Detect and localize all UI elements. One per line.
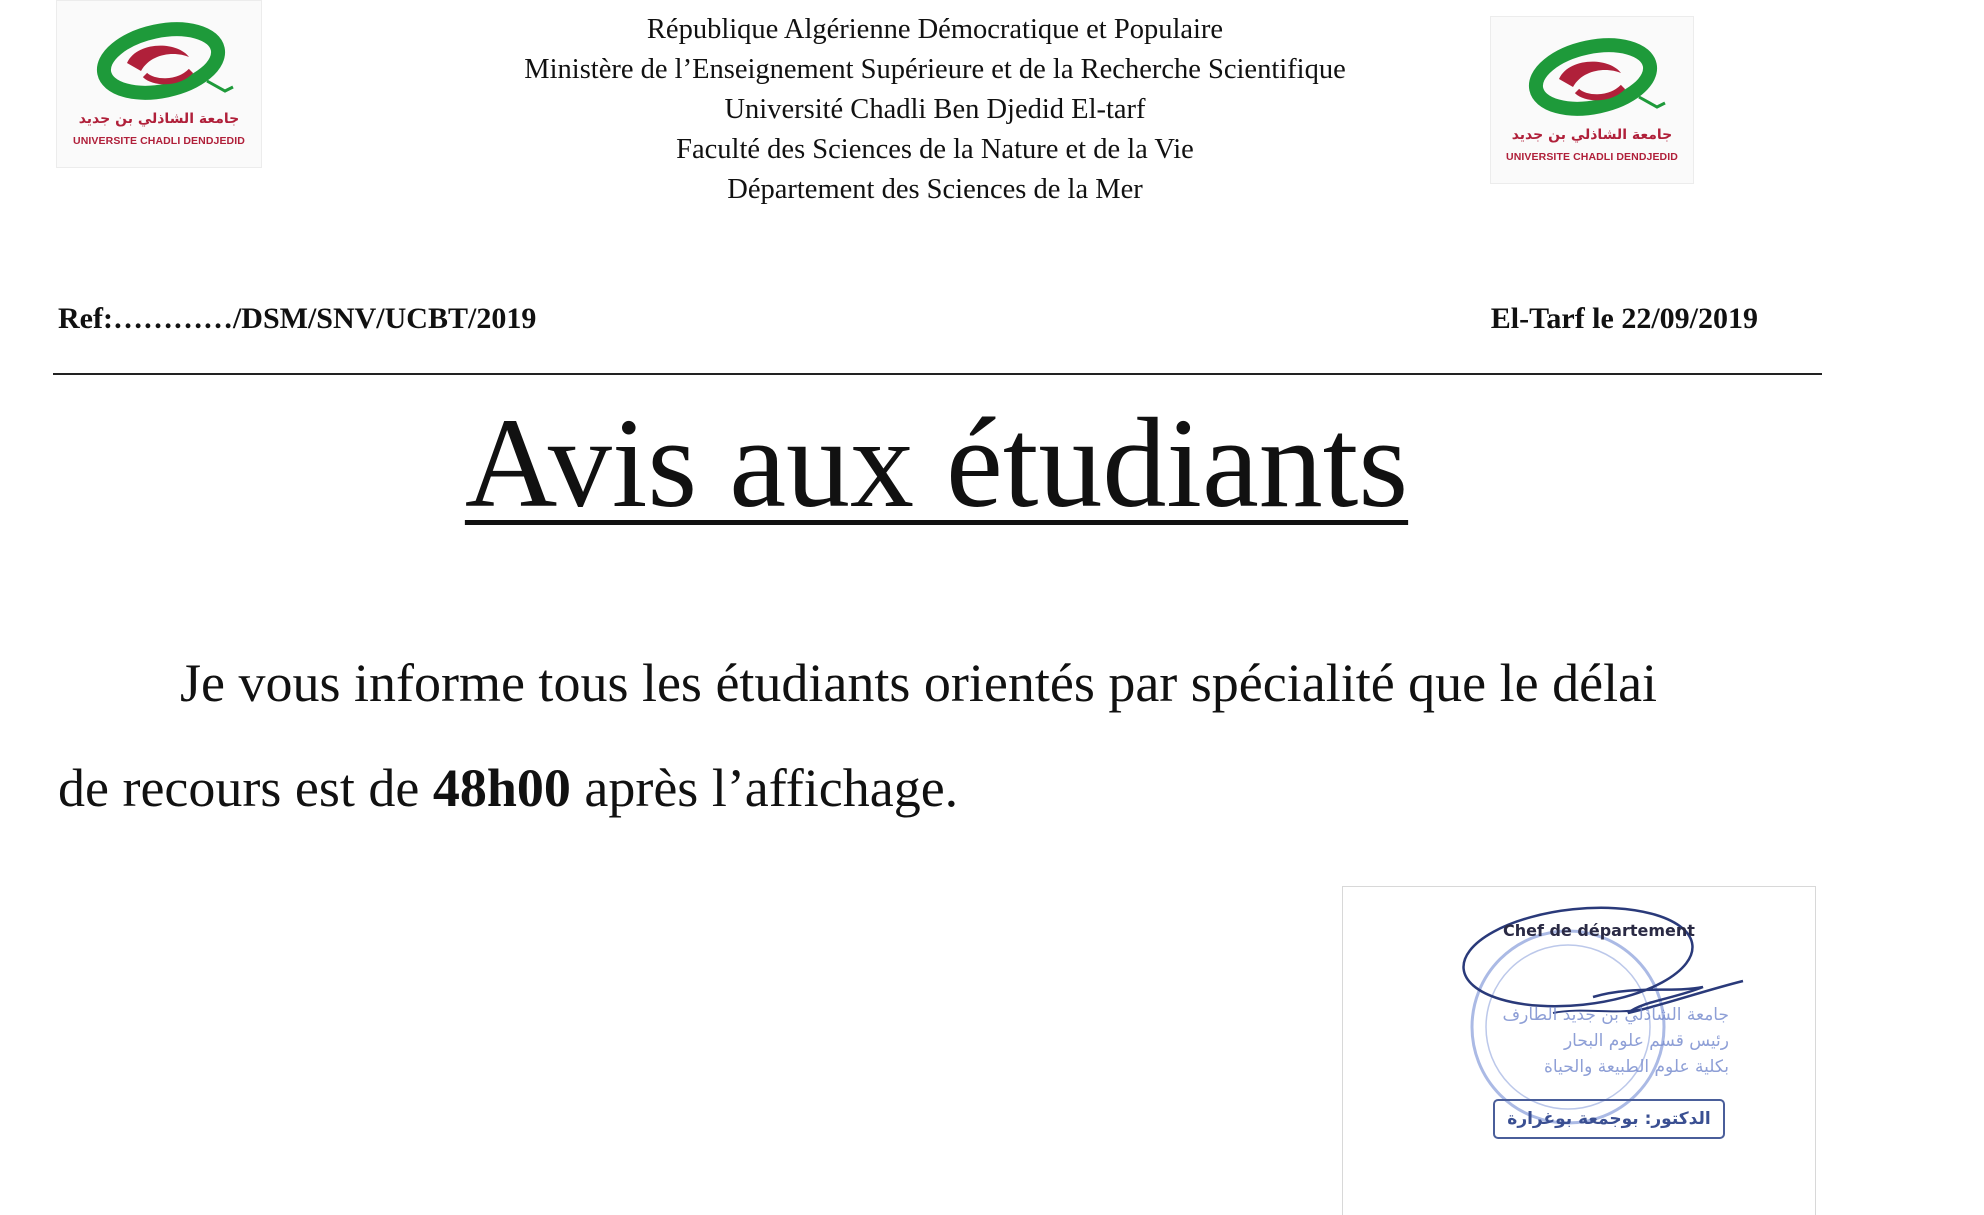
notice-title: Avis aux étudiants — [464, 392, 1409, 534]
notice-title-wrapper — [0, 390, 1873, 537]
reference-number: Ref:…………/DSM/SNV/UCBT/2019 — [58, 302, 537, 335]
deadline-value: 48h00 — [432, 758, 571, 818]
header-divider — [53, 373, 1822, 375]
header-department: Département des Sciences de la Mer — [727, 174, 1143, 205]
university-emblem-icon — [1491, 17, 1693, 127]
university-logo-left — [56, 0, 262, 168]
logo-arabic-name: جامعة الشاذلي بن جديد — [78, 111, 240, 127]
signature-stamp-area — [1342, 886, 1816, 1215]
header-ministry: Ministère de l’Enseignement Supérieure et de la Recherche Scientifique — [524, 54, 1346, 85]
stamp-line-2: رئيس قسم علوم البحار — [1563, 1031, 1729, 1051]
stamp-line-1: جامعة الشاذلي بن جديد الطارف — [1502, 1005, 1729, 1025]
logo-latin-name: UNIVERSITE CHADLI DENDJEDID — [1506, 151, 1678, 163]
logo-arabic-name: جامعة الشاذلي بن جديد — [1511, 127, 1673, 143]
place-date: El-Tarf le 22/09/2019 — [1490, 302, 1758, 335]
header-faculty: Faculté des Sciences de la Nature et de la Vie — [676, 134, 1194, 165]
stamp-line-3: بكلية علوم الطبيعة والحياة — [1543, 1057, 1729, 1077]
body-line2-suffix: après l’affichage. — [570, 758, 959, 818]
header-university: Université Chadli Ben Djedid El-tarf — [724, 94, 1146, 125]
notice-body-line-2 — [58, 757, 1798, 819]
logo-latin-name: UNIVERSITE CHADLI DENDJEDID — [73, 135, 245, 147]
body-line2-prefix: de recours est de — [58, 758, 433, 818]
institution-header — [400, 10, 1470, 210]
signature-title: Chef de département — [1503, 921, 1695, 940]
university-logo-right — [1490, 16, 1694, 184]
signatory-name-stamp: الدكتور: بوجمعة بوغرارة — [1493, 1099, 1725, 1139]
university-emblem-icon — [57, 1, 261, 111]
notice-body-line-1: Je vous informe tous les étudiants orientés par spécialité que le délai — [180, 653, 1658, 713]
header-republic: République Algérienne Démocratique et Populaire — [646, 14, 1224, 45]
